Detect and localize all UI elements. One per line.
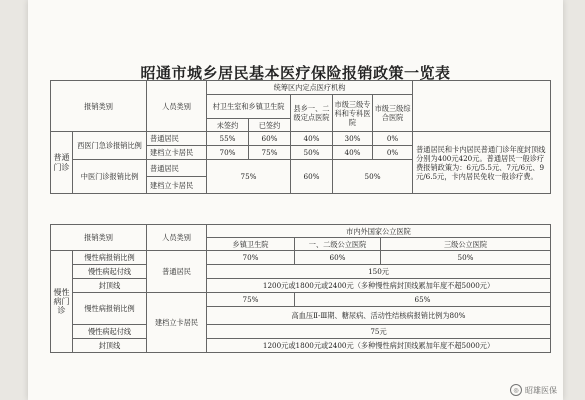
cell-value: 50% — [333, 160, 413, 194]
cell-value: 50% — [291, 146, 333, 160]
cell-value: 150元 — [207, 265, 551, 279]
cell-value: 40% — [333, 146, 373, 160]
header-person: 人员类别 — [147, 81, 207, 132]
cell-value: 60% — [295, 251, 381, 265]
header-village: 村卫生室和乡镇卫生院 — [207, 95, 291, 119]
header-level3: 三级公立医院 — [381, 238, 551, 251]
header-note-blank — [413, 81, 551, 132]
header-signed: 已签约 — [249, 119, 291, 132]
outpatient-table — [50, 80, 551, 194]
header-category: 报销类别 — [51, 225, 147, 251]
header-unsigned: 未签约 — [207, 119, 249, 132]
watermark — [510, 384, 557, 396]
header-public: 市内外国家公立医院 — [207, 225, 551, 238]
header-township: 县乡一、二级定点医院 — [291, 95, 333, 132]
document-page — [28, 0, 563, 400]
cell-note: 高血压Ⅱ-Ⅲ期、糖尿病、活动性结核病报销比例为80% — [207, 307, 551, 325]
cell-value: 50% — [381, 251, 551, 265]
cell-value: 65% — [295, 293, 551, 307]
tcm-label: 中医门诊报销比例 — [73, 160, 147, 194]
section-chronic: 慢性病门诊 — [51, 251, 73, 353]
page-title: 昭通市城乡居民基本医疗保险报销政策一览表 — [140, 64, 451, 82]
row-label: 封顶线 — [73, 279, 147, 293]
row-label: 慢性病报销比例 — [73, 251, 147, 265]
policy-note: 普通居民和卡内居民普通门诊年度封顶线分别为400元420元。普通居民一般诊疗费报销政策为：6元/5.5元、7元/6元、9元/6.5元，卡内居民免收一般诊疗费。 — [413, 132, 551, 194]
cell-value: 30% — [333, 132, 373, 146]
row-label: 封顶线 — [73, 339, 147, 353]
cell-value: 70% — [207, 146, 249, 160]
cell-value: 75% — [249, 146, 291, 160]
header-level12: 一、二级公立医院 — [295, 238, 381, 251]
header-city3: 市级三级专科和专科医院 — [333, 95, 373, 132]
header-pooling: 统筹区内定点医疗机构 — [207, 81, 413, 95]
chronic-table — [50, 224, 551, 353]
cell-value: 1200元或1800元或2400元（多种慢性病封顶线累加年度不超5000元） — [207, 279, 551, 293]
person-poor: 建档立卡居民 — [147, 177, 207, 194]
cell-value: 1200元或1800元或2400元（多种慢性病封顶线累加年度不超5000元） — [207, 339, 551, 353]
header-township: 乡镇卫生院 — [207, 238, 295, 251]
table-gap — [50, 207, 550, 224]
person-normal: 普通居民 — [147, 132, 207, 146]
person-poor: 建档立卡居民 — [147, 293, 207, 353]
cell-value: 75元 — [207, 325, 551, 339]
cell-value: 0% — [373, 132, 413, 146]
person-normal: 普通居民 — [147, 160, 207, 177]
person-poor: 建档立卡居民 — [147, 146, 207, 160]
cell-value: 75% — [207, 293, 295, 307]
cell-value: 75% — [207, 160, 291, 194]
header-city3-general: 市级三级综合医院 — [373, 95, 413, 132]
wechat-icon: ◎ — [510, 384, 522, 396]
row-label: 慢性病报销比例 — [73, 293, 147, 325]
cell-value: 60% — [291, 160, 333, 194]
header-category: 报销类别 — [51, 81, 147, 132]
section-outpatient: 普通门诊 — [51, 132, 73, 194]
cell-value: 40% — [291, 132, 333, 146]
western-label: 西医门急诊报销比例 — [73, 132, 147, 160]
row-label: 慢性病起付线 — [73, 325, 147, 339]
cell-value: 70% — [207, 251, 295, 265]
cell-value: 60% — [249, 132, 291, 146]
person-normal: 普通居民 — [147, 251, 207, 293]
row-label: 慢性病起付线 — [73, 265, 147, 279]
cell-value: 55% — [207, 132, 249, 146]
cell-value: 0% — [373, 146, 413, 160]
header-person: 人员类别 — [147, 225, 207, 251]
watermark-text: 昭雄医保 — [525, 385, 557, 395]
